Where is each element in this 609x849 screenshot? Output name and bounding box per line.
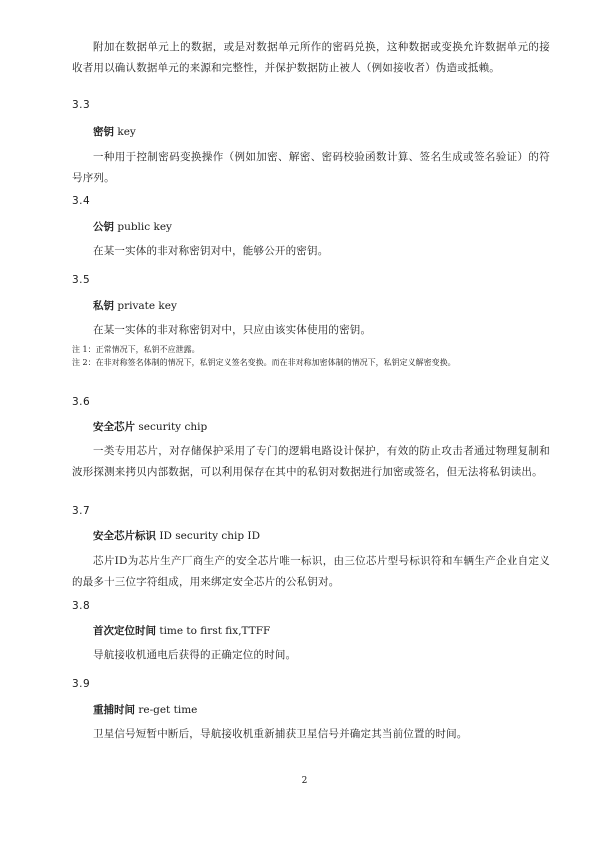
- term-english: key: [117, 126, 136, 138]
- term-chinese: 安全芯片标识: [93, 530, 156, 542]
- section-number: 3.8: [72, 600, 91, 612]
- term-heading: [93, 703, 197, 717]
- term-chinese: 首次定位时间: [93, 625, 156, 637]
- term-chinese: 重捕时间: [93, 704, 135, 716]
- term-definition: 卫星信号短暂中断后，导航接收机重新捕获卫星信号并确定其当前位置的时间。: [93, 728, 468, 740]
- term-heading: [93, 220, 172, 234]
- term-chinese: 公钥: [93, 221, 114, 233]
- term-definition: 一类专用芯片，对存储保护采用了专门的逻辑电路设计保护，有效的防止攻击者通过物理复制和波形探测来拷贝内部数据，可以利用保存在其中的私钥对数据进行加密或签名，但无法将私钥读出。: [72, 445, 550, 478]
- section-number: 3.6: [72, 396, 91, 408]
- section-number: 3.7: [72, 505, 91, 517]
- note-2: 注 2：在非对称签名体制的情况下，私钥定义签名变换。而在非对称加密体制的情况下，私钥定义解密变换。: [72, 358, 456, 367]
- section-number: 3.3: [72, 99, 91, 111]
- term-english: security chip: [138, 421, 208, 433]
- term-chinese: 密钥: [93, 126, 114, 138]
- term-heading: [93, 299, 177, 313]
- term-definition: 芯片ID为芯片生产厂商生产的安全芯片唯一标识，由三位芯片型号标识符和车辆生产企业自定义的最多十三位字符组成，用来绑定安全芯片的公私钥对。: [72, 555, 550, 588]
- page-number: 2: [301, 776, 308, 786]
- term-definition: 一种用于控制密码变换操作（例如加密、解密、密码校验函数计算、签名生成或签名验证）的符号序列。: [72, 151, 550, 184]
- term-definition: 在某一实体的非对称密钥对中，能够公开的密钥。: [93, 245, 329, 257]
- term-english: private key: [117, 300, 177, 312]
- section-number: 3.5: [72, 274, 91, 286]
- term-heading: [93, 624, 270, 638]
- term-chinese: 安全芯片: [93, 421, 135, 433]
- section-number: 3.9: [72, 678, 91, 690]
- term-english: public key: [117, 221, 172, 233]
- note-1: 注 1：正常情况下，私钥不应泄露。: [72, 345, 200, 354]
- section-number: 3.4: [72, 195, 91, 207]
- term-heading: [93, 125, 136, 139]
- term-english: ID security chip ID: [159, 530, 260, 542]
- term-english: time to first fix,TTFF: [159, 625, 271, 637]
- term-definition: 在某一实体的非对称密钥对中，只应由该实体使用的密钥。: [93, 324, 372, 336]
- term-definition: 导航接收机通电后获得的正确定位的时间。: [93, 649, 297, 661]
- term-english: re-get time: [138, 704, 198, 716]
- term-heading: [93, 420, 207, 434]
- term-heading: [93, 529, 260, 543]
- term-chinese: 私钥: [93, 300, 114, 312]
- intro-paragraph: 附加在数据单元上的数据，或是对数据单元所作的密码兑换，这种数据或变换允许数据单元的接收者用以确认数据单元的来源和完整性，并保护数据防止被人（例如接收者）伪造或抵赖。: [72, 41, 550, 74]
